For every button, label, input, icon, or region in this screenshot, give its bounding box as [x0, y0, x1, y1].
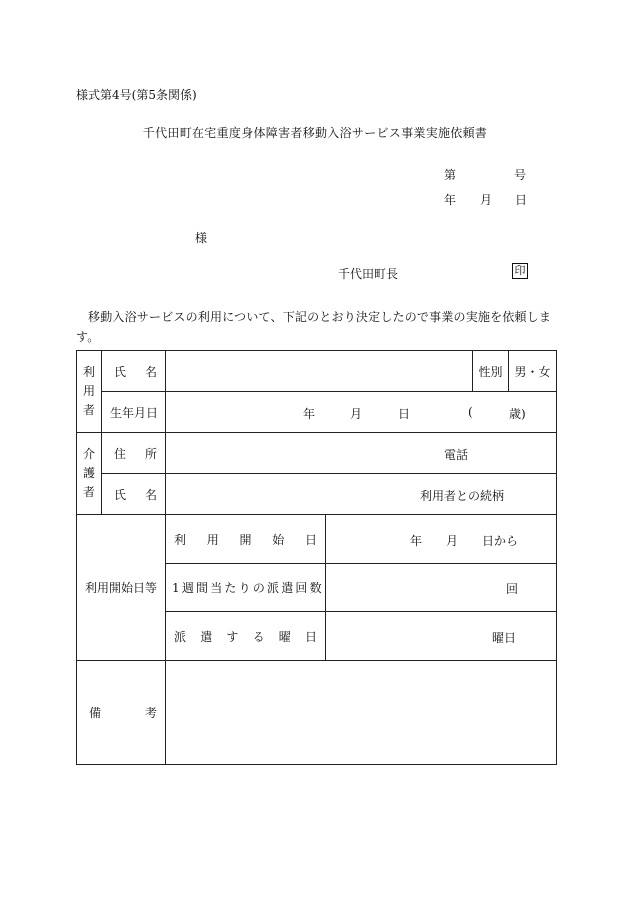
age-open: ( — [468, 405, 473, 419]
addressee-suffix: 様 — [195, 231, 208, 245]
address-label: 住 所 — [102, 433, 166, 474]
date-month: 月 — [480, 193, 493, 207]
weekly-count-label: 1週間当たりの派遣回数 — [166, 564, 326, 612]
weekday-field[interactable] — [326, 612, 557, 661]
relation-label: 利用者との続柄 — [420, 489, 505, 503]
seal-mark: 印 — [512, 263, 528, 279]
start-day-from: 日から — [482, 534, 519, 548]
user-name-row — [77, 351, 557, 392]
phone-label: 電話 — [444, 448, 469, 462]
birthdate-label: 生 年 月 日 — [102, 392, 166, 433]
start-month: 月 — [446, 534, 459, 548]
birth-year: 年 — [303, 407, 316, 421]
date-day: 日 — [515, 193, 528, 207]
user-name-label: 氏 名 — [102, 351, 166, 392]
weekly-count-field[interactable] — [326, 564, 557, 612]
weekday-label: 派 遣 す る 曜 日 — [166, 612, 326, 661]
start-date-row — [77, 515, 557, 564]
form-number: 様式第4号(第5条関係) — [76, 88, 197, 102]
issuer: 千代田町長 — [338, 267, 399, 281]
weekday-unit: 曜日 — [492, 631, 517, 645]
gender-options[interactable]: 男・女 — [509, 351, 557, 392]
number-go: 号 — [514, 168, 527, 182]
start-group-label: 利用開始日等 — [77, 515, 166, 661]
number-dai: 第 — [444, 168, 457, 182]
caregiver-name-field[interactable] — [166, 474, 557, 515]
user-group-label: 利 用 者 — [77, 351, 102, 433]
document-title: 千代田町在宅重度身体障害者移動入浴サービス事業実施依頼書 — [142, 126, 488, 140]
birth-month: 月 — [350, 407, 363, 421]
date-year: 年 — [444, 193, 457, 207]
remarks-field[interactable] — [166, 661, 557, 765]
start-date-field[interactable] — [326, 515, 557, 564]
remarks-row — [77, 661, 557, 765]
caregiver-name-row — [77, 474, 557, 515]
times-unit: 回 — [506, 582, 519, 596]
user-birth-row — [77, 392, 557, 433]
gender-label: 性別 — [473, 351, 509, 392]
caregiver-name-label: 氏 名 — [102, 474, 166, 515]
caregiver-group-label: 介 護 者 — [77, 433, 102, 515]
start-date-label: 利 用 開 始 日 — [166, 515, 326, 564]
birthdate-field[interactable] — [166, 392, 557, 433]
request-form-table — [76, 350, 557, 765]
address-field[interactable] — [166, 433, 557, 474]
user-name-field[interactable] — [166, 351, 473, 392]
start-year: 年 — [410, 534, 423, 548]
caregiver-address-row — [77, 433, 557, 474]
intro-text: 移動入浴サービスの利用について、下記のとおり決定したので事業の実施を依頼します。 — [76, 310, 552, 344]
age-close: 歳) — [509, 407, 526, 421]
remarks-label: 備 考 — [77, 661, 166, 765]
birth-day: 日 — [398, 407, 411, 421]
